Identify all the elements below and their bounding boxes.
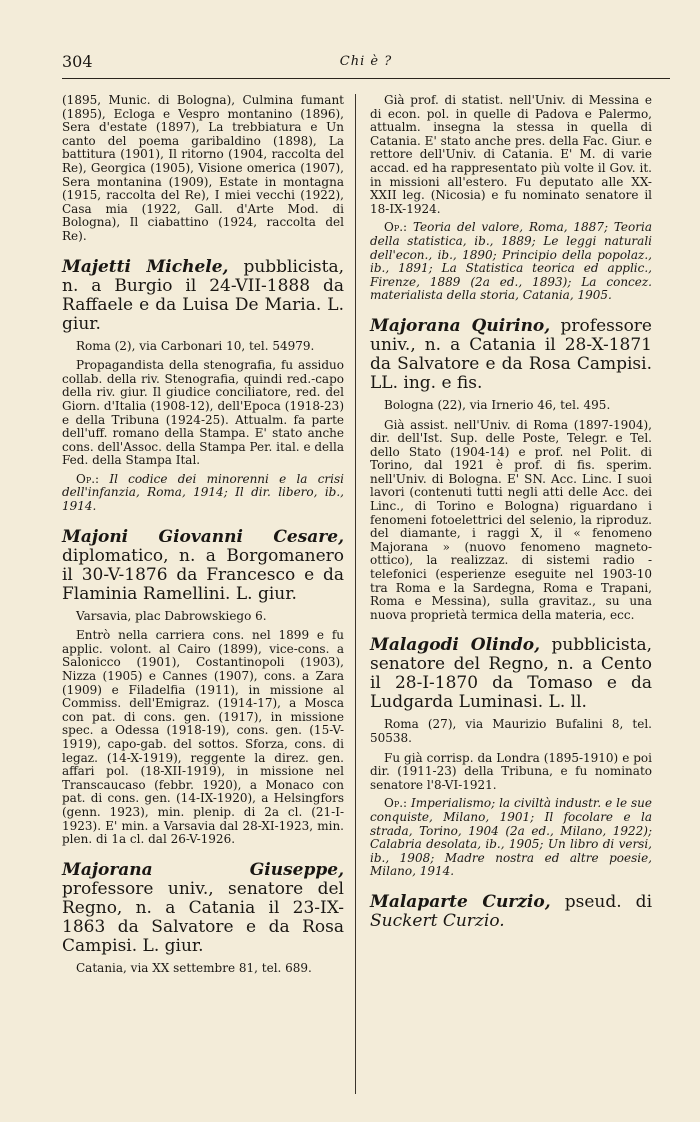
entry-works	[62, 473, 344, 514]
entry-headline: professore univ., n. a Catania il 28-X-1871 da Salvatore e da Rosa Campisi. LL. ing. e fis.	[370, 315, 652, 393]
entry-name: Majorana Giuseppe,	[62, 859, 344, 880]
entry-headline: diplomatico, n. a Borgomanero il 30-V-1876 da Francesco e da Flaminia Ramellini. L. giur.	[62, 545, 344, 604]
entry-majoni-giovanni-cesare	[62, 528, 344, 847]
continued-biography: Già prof. di statist. nell'Univ. di Messina e di econ. pol. in quelle di Padova e Palermo, attualm. insegna la stessa in quella di Catania. E' stato anche pres. della Fac. Giur. e rettore dell'Univ. di Catania. E' M. di varie accad. ed ha rappresentato più volte il Gov. it. in missioni all'estero. Fu deputato alle XX-XXII leg. (Nicosia) e fu nominato senatore il 18-IX-1924.	[370, 93, 652, 216]
entry-address: Catania, via XX settembre 81, tel. 689.	[76, 960, 312, 975]
entry-headline: pseud. di	[550, 891, 653, 912]
entry-heading	[370, 893, 652, 931]
entry-headline: pubblicista, n. a Burgio il 24-VII-1888 da Raffaele e da Luisa De Maria. L. giur.	[62, 256, 344, 334]
entry-heading	[62, 861, 344, 956]
entry-works	[370, 797, 652, 879]
entry-biography: Entrò nella carriera cons. nel 1899 e fu applic. volont. al Cairo (1899), vice-cons. a Salonicco (1901), Costantinopoli (1903), Nizza (1905) e Cannes (1907), cons. a Zara (1909) e Filadelfia (1911), in missione al Commiss. dell'Emigraz. (1914-17), a Mosca con pat. di cons. gen. (1917), in missione spec. a Odessa (1918-19), cons. gen. (15-V-1919), capo-gab. del sottos. Sforza, cons. di legaz. (14-X-1919), reggente la direz. gen. affari pol. (18-XII-1919), in missione nel Transcaucaso (febbr. 1920), a Monaco con pat. di cons. gen. (14-IX-1920), a Helsingfors (genn. 1923), min. plenip. di 2a cl. (21-I-1923). E' min. a Varsavia dal 28-XI-1923, min. plen. di 1a cl. dal 26-V-1926.	[62, 628, 344, 847]
entry-headline: professore univ., senatore del Regno, n. a Catania il 23-IX-1863 da Salvatore e da Rosa Campisi. L. giur.	[62, 878, 344, 956]
right-column	[370, 94, 652, 937]
page-number: 304	[62, 52, 93, 71]
entry-name: Malaparte Curzio,	[370, 891, 551, 912]
works-list: Teoria del valore, Roma, 1887; Teoria della statistica, ib., 1889; Le leggi naturali dell'econ., ib., 1890; Principio della popolaz., ib., 1891; La Statistica teorica ed applic., Firenze, 1889 (2a ed., 1893); La concez. materialista della storia, Catania, 1905.	[370, 220, 652, 303]
works-list: Il codice dei minorenni e la crisi dell'infanzia, Roma, 1914; Il dir. libero, ib., 1914.	[62, 471, 344, 514]
entry-heading	[62, 528, 344, 604]
entry-address: Varsavia, plac Dabrowskiego 6.	[76, 608, 267, 623]
entry-name: Majetti Michele,	[62, 256, 229, 277]
column-divider	[355, 94, 356, 1094]
entry-heading	[62, 258, 344, 334]
works-label: Op.:	[384, 796, 408, 811]
entry-malaparte-curzio	[370, 893, 652, 931]
entry-address: Bologna (22), via Irnerio 46, tel. 495.	[384, 397, 611, 412]
pseudonym-reference: Suckert Curzio.	[370, 910, 505, 931]
entry-heading	[370, 317, 652, 393]
works-list: Imperialismo; la civiltà industr. e le sue conquiste, Milano, 1901; Il focolare e la strada, Torino, 1904 (2a ed., Milano, 1922); Calabria desolata, ib., 1905; Un libro di versi, ib., 1908; Madre nostra ed altre poesie, Milano, 1914.	[370, 796, 652, 879]
entry-majorana-quirino	[370, 317, 652, 623]
entry-address: Roma (2), via Carbonari 10, tel. 54979.	[76, 338, 315, 353]
entry-name: Majorana Quirino,	[370, 315, 551, 336]
entry-heading	[370, 636, 652, 712]
left-column	[62, 94, 344, 981]
entry-biography: Propagandista della stenografia, fu assiduo collab. della riv. Stenografia, quindi red.-capo della riv. giur. Il giudice conciliatore, red. del Giorn. d'Italia (1908-12), dell'Epoca (1918-23) e della Tribuna (1924-25). Attualm. fa parte dell'uff. romano della Stampa. E' stato anche cons. dell'Assoc. della Stampa Per. ital. e della Fed. della Stampa Ital.	[62, 358, 344, 468]
entry-biography: Fu già corrisp. da Londra (1895-1910) e poi dir. (1911-23) della Tribuna, e fu nominato senatore l'8-VI-1921.	[370, 750, 652, 792]
entry-address: Roma (27), via Maurizio Bufalini 8, tel. 50538.	[370, 717, 652, 745]
continued-works-list: (1895, Munic. di Bologna), Culmina fumant (1895), Ecloga e Vespro montanino (1896), Sera d'estate (1897), La trebbiatura e Un canto del poema garibaldino (1898), La battitura (1901), Il ritorno (1904, raccolta del Re), Georgica (1905), Visione omerica (1907), Sera montanina (1909), Estate in montagna (1915, raccolta del Re), I miei vecchi (1922), Casa mia (1922, Gall. d'Arte Mod. di Bologna), Il ciabattino (1924, raccolta del Re).	[62, 93, 344, 243]
header-rule	[62, 78, 670, 79]
works-label: Op.:	[384, 220, 408, 235]
entry-majorana-giuseppe	[62, 861, 344, 976]
entry-majetti-michele	[62, 258, 344, 514]
entry-name: Majoni Giovanni Cesare,	[62, 526, 344, 547]
page-header	[62, 52, 670, 72]
entry-name: Malagodi Olindo,	[370, 635, 541, 656]
running-title: Chi è ?	[339, 54, 393, 69]
works-label: Op.:	[76, 471, 100, 486]
entry-malagodi-olindo	[370, 636, 652, 879]
entry-biography: Già assist. nell'Univ. di Roma (1897-1904), dir. dell'Ist. Sup. delle Poste, Telegr. e Tel. dello Stato (1904-14) e prof. nel Polit. di Torino, dal 1921 è prof. di fis. sperim. nell'Univ. di Bologna. E' SN. Acc. Linc. I suoi lavori (contenuti tutti negli atti delle Acc. dei Linc., di Torino e Bologna) riguardano i fenomeni fotoelettrici del selenio, la riproduz. del diamante, i raggi X, il « fenomeno Majorana » (nuovo fenomeno magneto-ottico), la realizzaz. di sistemi radio - telefonici (esperienze eseguite nel 1903-10 tra Roma e la Sardegna, Roma e Trapani, Roma e Messina), sulla gravitaz., su una nuova proprietà termica della materia, ecc.	[370, 417, 652, 622]
continued-works	[370, 221, 652, 303]
entry-headline: pubblicista, senatore del Regno, n. a Cento il 28-I-1870 da Tomaso e da Ludgarda Luminasi. L. ll.	[370, 635, 652, 713]
